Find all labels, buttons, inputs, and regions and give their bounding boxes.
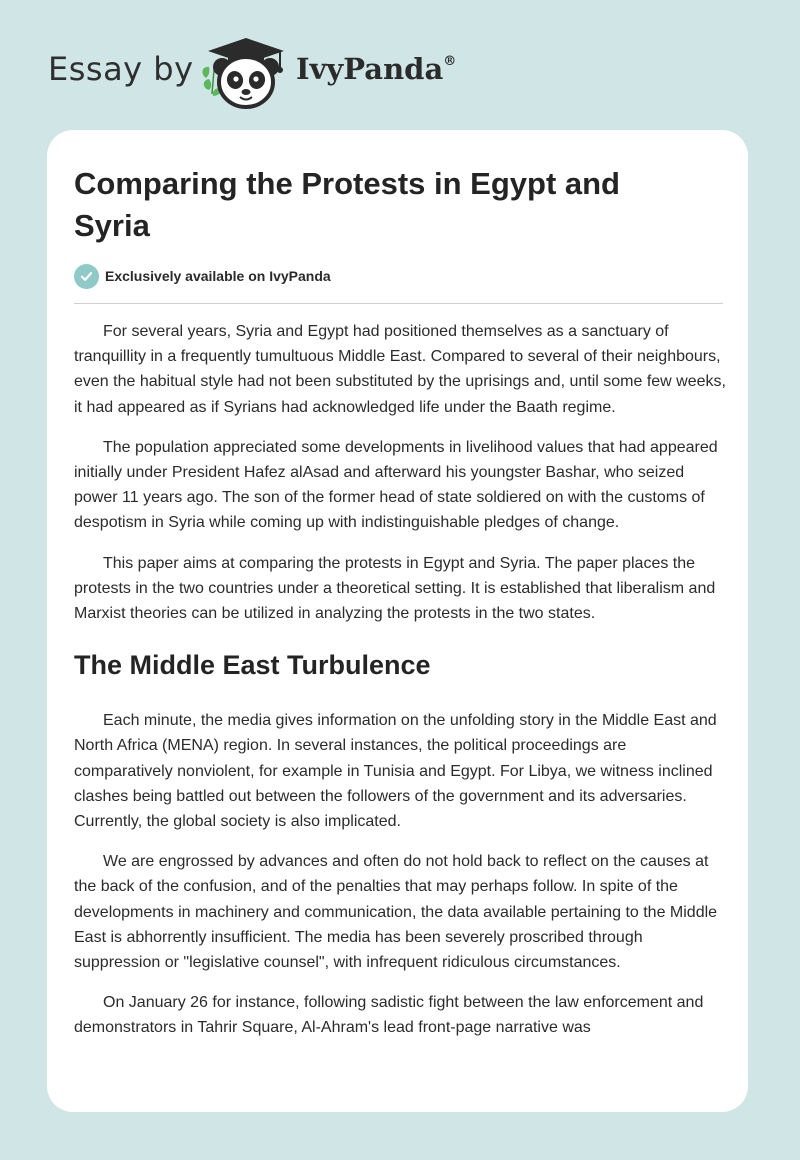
essay-by-label: Essay by — [48, 50, 194, 88]
article-card — [47, 130, 748, 1112]
paragraph: Each minute, the media gives information on the unfolding story in the Middle East and North Africa (MENA) region. In several instances, the political proceedings are comparatively nonviolent, for example in Tunisia and Egypt. For Libya, we witness inclined clashes being battled out between the followers of the government and its adversaries. Currently, the global society is also implicated. — [74, 712, 717, 831]
paragraph: For several years, Syria and Egypt had positioned themselves as a sanctuary of tranquillity in a frequently tumultuous Middle East. Compared to several of their neighbours, even the habitual style had not been substituted by the uprisings and, until some few weeks, it had appeared as if Syrians had acknowledged life under the Baath regime. — [74, 323, 726, 416]
brand-name[interactable]: IvyPanda® — [296, 52, 457, 86]
page-title: Comparing the Protests in Egypt and Syria — [74, 166, 620, 243]
paragraph: We are engrossed by advances and often do not hold back to reflect on the causes at the back of the confusion, and of the penalties that may perhaps follow. In spite of the developments in machinery and communication, the data available pertaining to the Middle East is abhorrently insufficient. The media has been severely proscribed through suppression or "legislative counsel", with infrequent ridiculous circumstances. — [74, 853, 718, 972]
registered-mark: ® — [443, 54, 457, 69]
paragraph: This paper aims at comparing the protests in Egypt and Syria. The paper places the protests in the two countries under a theoretical setting. It is established that liberalism and Marxist theories can be utilized in analyzing the protests in the two states. — [74, 554, 716, 623]
paragraph: The population appreciated some developments in livelihood values that had appeared initially under President Hafez alAsad and afterward his youngster Bashar, who seized power 11 years ago. The son of the former head of state soldiered on with the customs of despotism in Syria while coming up with indistinguishable pledges of change. — [74, 438, 718, 532]
exclusive-badge — [74, 263, 331, 289]
paragraph: On January 26 for instance, following sadistic fight between the law enforcement and demonstrators in Tahrir Square, Al-Ahram's lead front-page narrative was — [74, 994, 704, 1037]
badge-label: Exclusively available on IvyPanda — [105, 268, 331, 284]
divider — [74, 303, 723, 304]
check-circle-icon — [74, 264, 99, 289]
article-body — [74, 319, 726, 1056]
section-heading: The Middle East Turbulence — [74, 650, 431, 681]
site-header — [48, 30, 548, 110]
panda-graduate-icon — [200, 34, 292, 110]
